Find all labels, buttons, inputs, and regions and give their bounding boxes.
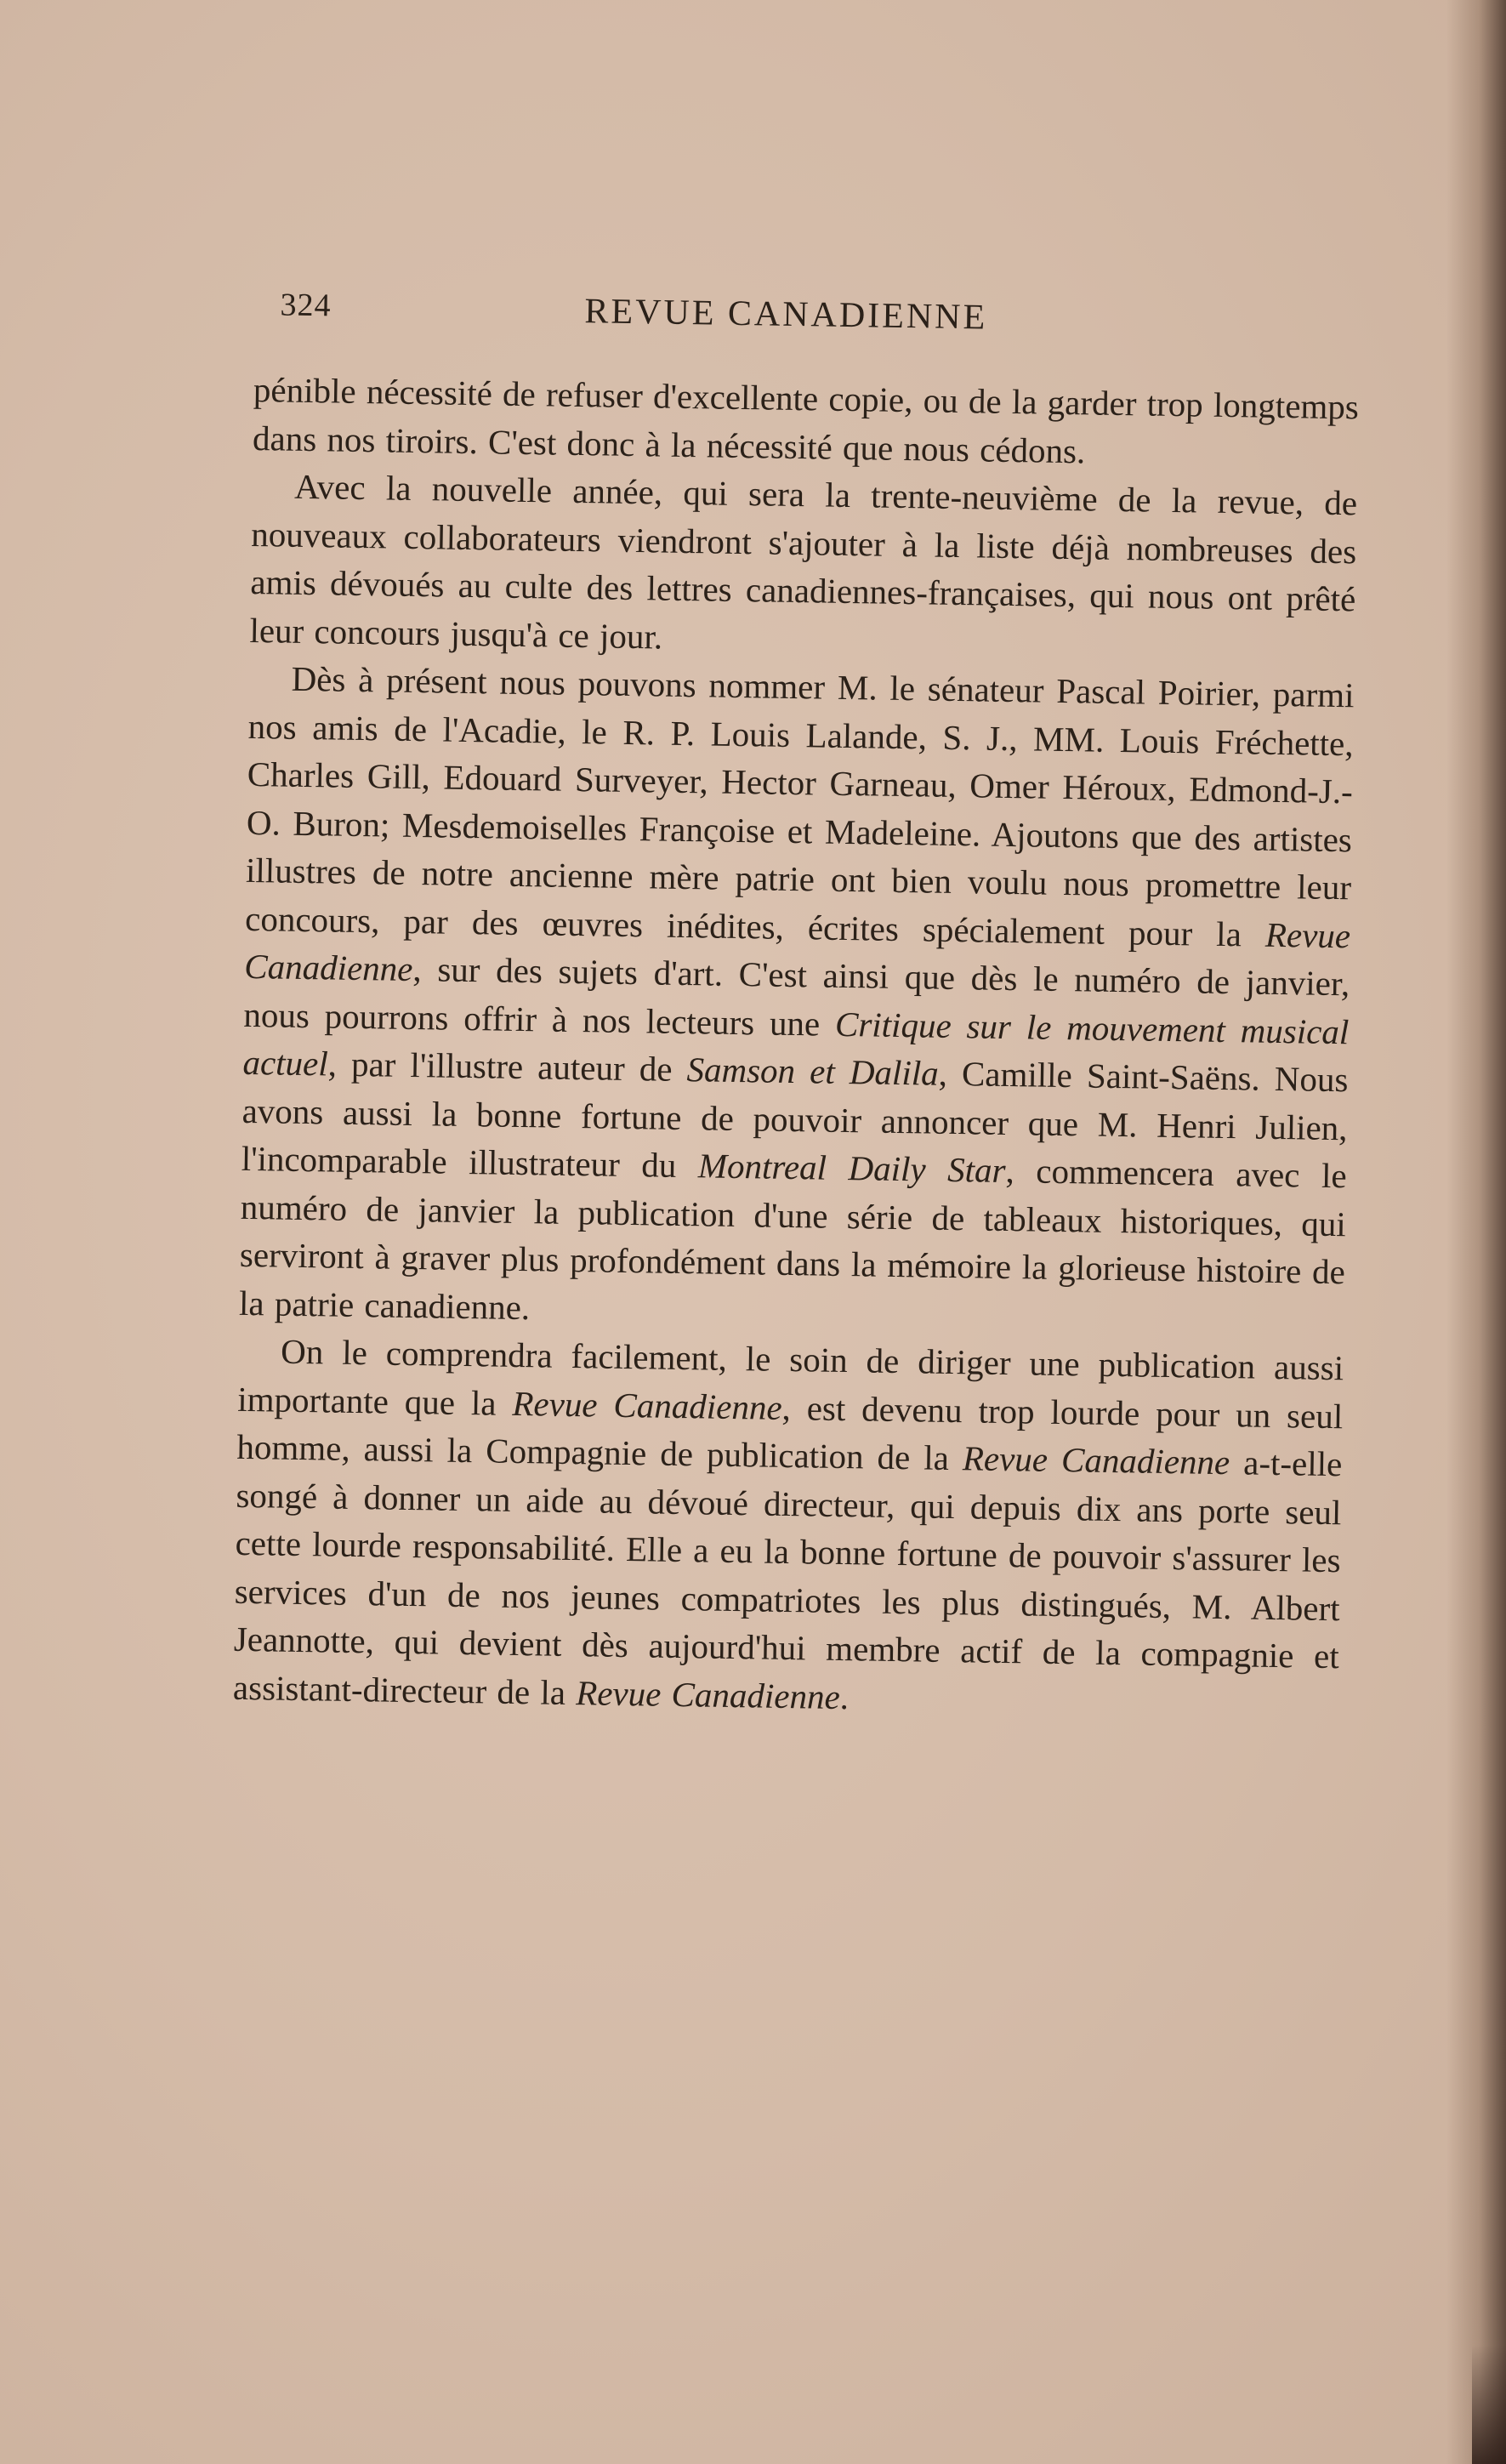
page-text-block: [233, 281, 1361, 1728]
italic-title-text: Montreal Daily Star: [697, 1146, 1006, 1190]
running-head: [254, 281, 1361, 366]
article-body: [233, 366, 1360, 1728]
paragraph: [233, 1327, 1344, 1728]
italic-title-text: Revue Canadienne: [575, 1672, 841, 1716]
italic-title-text: Revue Canadienne: [243, 914, 1351, 989]
text-run: , par l'illustre auteur de: [327, 1044, 687, 1090]
italic-title-text: Revue Canadienne: [962, 1438, 1230, 1482]
page-binding-shadow: [1446, 0, 1506, 2464]
text-run: , Camille Saint-Saëns. Nous avons aussi la bonne fortune de pouvoir annoncer que M. Henri Julien, l'incomparable illustrateur du: [241, 1053, 1349, 1186]
italic-title-text: Samson et Dalila: [686, 1050, 940, 1093]
text-run: On le comprendra facilement, le soin de diriger une publication aussi importante que la: [236, 1331, 1344, 1423]
page-corner-shadow: [1472, 2345, 1506, 2464]
text-run: .: [839, 1676, 850, 1716]
paragraph: [249, 462, 1357, 671]
italic-title-text: Revue Canadienne: [512, 1383, 783, 1427]
page-number: 324: [280, 287, 332, 324]
text-run: pénible nécessité de refuser d'excellente copie, ou de la garder trop longtemps dans nos tiroirs. C'est donc à la nécessité que nous cédons.: [252, 369, 1360, 470]
text-run: a-t-elle songé à donner un aide au dévoué directeur, qui depuis dix ans porte seul cette lourde responsabilité. Elle a eu la bonne fortune de pouvoir s'assurer les services d'un de nos jeunes compatriotes les plus distingués, M. Albert Jeannotte, qui devient dès aujourd'hui membre actif de la compagnie et assistant-directeur de la: [232, 1443, 1343, 1712]
italic-title-text: Critique sur le mouvement musical actuel: [242, 1004, 1350, 1084]
text-run: , commencera avec le numéro de janvier la publication d'une série de tableaux historiques, qui serviront à graver plus profondément dans la mémoire la glorieuse histoire de la patrie canadienne.: [238, 1150, 1347, 1327]
text-run: Avec la nouvelle année, qui sera la trente-neuvième de la revue, de nouveaux collaborateurs viendront s'ajouter à la liste déjà nombreuses des amis dévoués au culte des lettres canadiennes-françaises, qui nous ont prêté leur concours jusqu'à ce jour.: [249, 466, 1358, 657]
text-run: , sur des sujets d'art. C'est ainsi que dès le numéro de janvier, nous pourrons offrir à nos lecteurs une: [243, 949, 1350, 1044]
text-run: Dès à présent nous pouvons nommer M. le sénateur Pascal Poirier, parmi nos amis de l'Acadie, le R. P. Louis Lalande, S. J., MM. Louis Fréchette, Charles Gill, Edouard Surveyer, Hector Garneau, Omer Héroux, Edmond-J.-O. Buron; Mesdemoiselles Françoise et Madeleine. Ajoutons que des artistes illustres de notre ancienne mère patrie ont bien voulu nous promettre leur concours, par des œuvres inédites, écrites spécialement pour la: [244, 658, 1355, 954]
journal-title: REVUE CANADIENNE: [584, 292, 988, 338]
paragraph: [253, 366, 1360, 479]
paragraph: [239, 654, 1355, 1344]
text-run: , est devenu trop lourde pour un seul homme, aussi la Compagnie de publication de la: [236, 1387, 1344, 1478]
